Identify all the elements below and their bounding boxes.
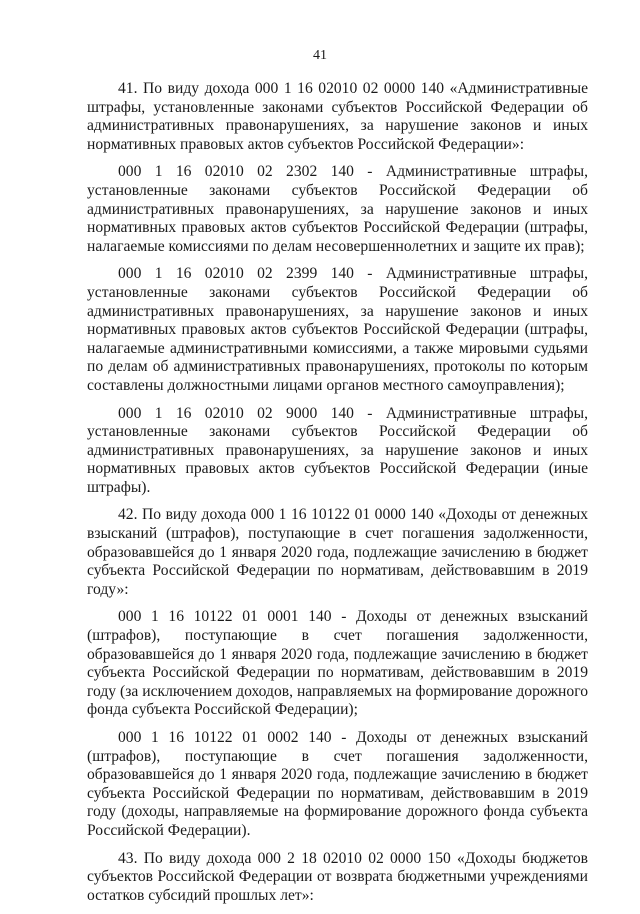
document-body xyxy=(87,80,588,914)
paragraph-code-2399: 000 1 16 02010 02 2399 140 - Административные штрафы, установленные законами субъектов Российской Федерации об административных правонарушениях, за нарушение законов и иных нормативных правовых актов субъектов Российской Федерации (штрафы, налагаемые административными комиссиями, а также мировыми судьями по делам об административных правонарушениях, протоколы по которым составлены должностными лицами органов местного самоуправления); xyxy=(87,265,588,394)
paragraph-43: 43. По виду дохода 000 2 18 02010 02 0000 150 «Доходы бюджетов субъектов Российской Федерации от возврата бюджетными учреждениями остатков субсидий прошлых лет»: xyxy=(87,849,588,904)
paragraph-code-2302: 000 1 16 02010 02 2302 140 - Административные штрафы, установленные законами субъектов Российской Федерации об административных правонарушениях, за нарушение законов и иных нормативных правовых актов субъектов Российской Федерации (штрафы, налагаемые комиссиями по делам несовершеннолетних и защите их прав); xyxy=(87,163,588,255)
paragraph-41: 41. По виду дохода 000 1 16 02010 02 0000 140 «Административные штрафы, установленные законами субъектов Российской Федерации об административных правонарушениях, за нарушение законов и иных нормативных правовых актов субъектов Российской Федерации»: xyxy=(87,80,588,153)
paragraph-42: 42. По виду дохода 000 1 16 10122 01 0000 140 «Доходы от денежных взысканий (штрафов), поступающие в счет погашения задолженности, образовавшейся до 1 января 2020 года, подлежащие зачислению в бюджет субъекта Российской Федерации по нормативам, действовавшим в 2019 году»: xyxy=(87,506,588,598)
paragraph-code-0001: 000 1 16 10122 01 0001 140 - Доходы от денежных взысканий (штрафов), поступающие в счет погашения задолженности, образовавшейся до 1 января 2020 года, подлежащие зачислению в бюджет субъекта Российской Федерации по нормативам, действовавшим в 2019 году (за исключением доходов, направляемых на формирование дорожного фонда субъекта Российской Федерации); xyxy=(87,608,588,719)
page-number: 41 xyxy=(313,48,327,63)
paragraph-code-0002: 000 1 16 10122 01 0002 140 - Доходы от денежных взысканий (штрафов), поступающие в счет погашения задолженности, образовавшейся до 1 января 2020 года, подлежащие зачислению в бюджет субъекта Российской Федерации по нормативам, действовавшим в 2019 году (доходы, направляемые на формирование дорожного фонда субъекта Российской Федерации). xyxy=(87,729,588,839)
paragraph-code-9000: 000 1 16 02010 02 9000 140 - Административные штрафы, установленные законами субъектов Российской Федерации об административных правонарушениях, за нарушение законов и иных нормативных правовых актов субъектов Российской Федерации (иные штрафы). xyxy=(87,404,588,496)
